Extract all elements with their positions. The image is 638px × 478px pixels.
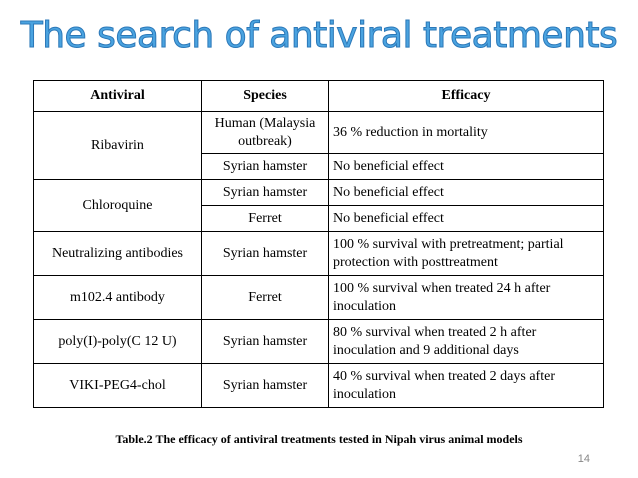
efficacy-cell: No beneficial effect (329, 180, 604, 206)
antiviral-cell: Ribavirin (34, 112, 202, 180)
efficacy-cell: 80 % survival when treated 2 h after inoculation and 9 additional days (329, 320, 604, 364)
species-cell: Syrian hamster (202, 320, 329, 364)
efficacy-cell: 36 % reduction in mortality (329, 112, 604, 154)
header-species: Species (202, 81, 329, 112)
table-row (34, 320, 604, 364)
antiviral-cell: m102.4 antibody (34, 276, 202, 320)
header-efficacy: Efficacy (329, 81, 604, 112)
efficacy-cell: 100 % survival when treated 24 h after inoculation (329, 276, 604, 320)
species-cell: Syrian hamster (202, 364, 329, 408)
antiviral-cell: poly(I)-poly(C 12 U) (34, 320, 202, 364)
efficacy-cell: No beneficial effect (329, 206, 604, 232)
efficacy-cell: No beneficial effect (329, 154, 604, 180)
species-cell: Human (Malaysia outbreak) (202, 112, 329, 154)
page-number: 14 (577, 453, 590, 465)
antiviral-table (33, 80, 604, 408)
table-row (34, 232, 604, 276)
slide-title: The search of antiviral treatments (20, 15, 618, 56)
species-cell: Syrian hamster (202, 180, 329, 206)
species-cell: Ferret (202, 206, 329, 232)
table-row (34, 276, 604, 320)
antiviral-cell: Neutralizing antibodies (34, 232, 202, 276)
table-row (34, 364, 604, 408)
table-caption: Table.2 The efficacy of antiviral treatments tested in Nipah virus animal models (115, 432, 523, 446)
species-cell: Syrian hamster (202, 232, 329, 276)
efficacy-cell: 100 % survival with pretreatment; partial protection with posttreatment (329, 232, 604, 276)
header-antiviral: Antiviral (34, 81, 202, 112)
antiviral-cell: Chloroquine (34, 180, 202, 232)
species-cell: Ferret (202, 276, 329, 320)
table-row (34, 112, 604, 154)
efficacy-cell: 40 % survival when treated 2 days after inoculation (329, 364, 604, 408)
table-header-row (34, 81, 604, 112)
species-cell: Syrian hamster (202, 154, 329, 180)
table-row (34, 180, 604, 206)
antiviral-cell: VIKI-PEG4-chol (34, 364, 202, 408)
